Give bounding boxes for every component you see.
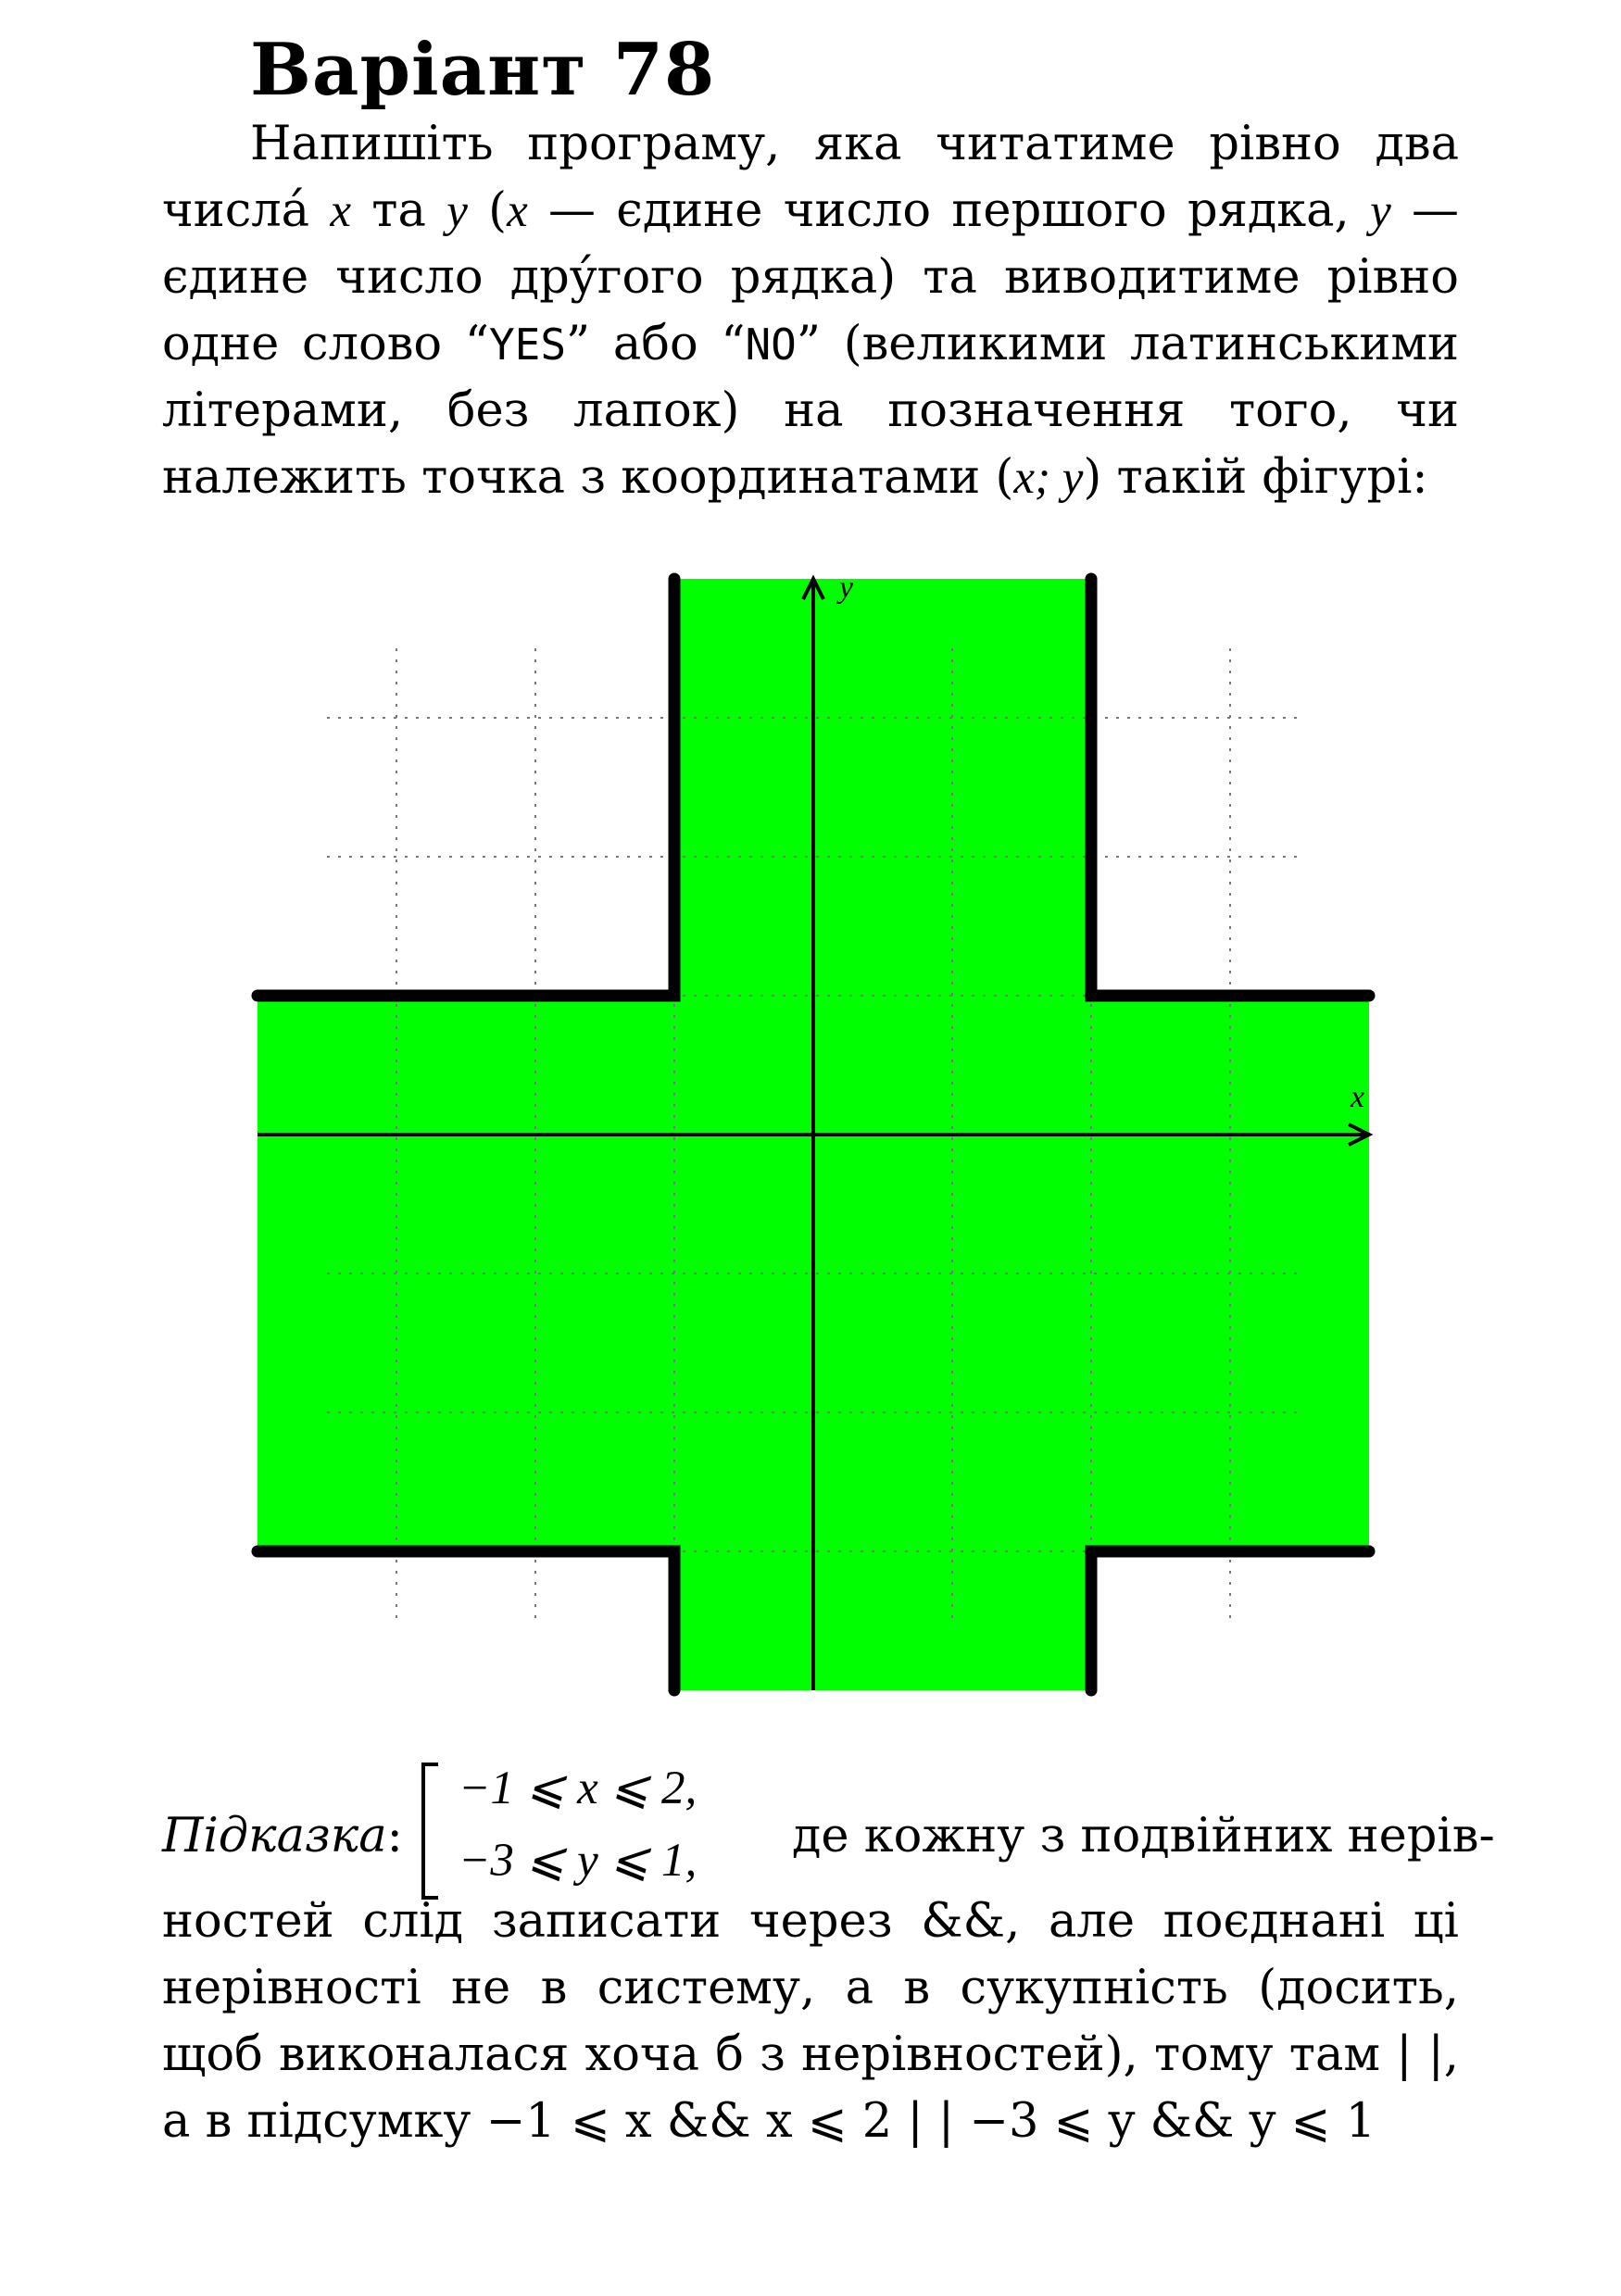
y-axis-label: y: [839, 571, 854, 605]
x-axis-label: x: [1351, 1080, 1365, 1114]
hint-label-text: Підказка: [162, 1809, 387, 1863]
boundary-top-left: [258, 579, 674, 996]
task-text-4: — єдине число першого рядка,: [527, 183, 1371, 238]
figure-svg: [0, 519, 1621, 1723]
hint-head: [162, 1755, 1495, 1922]
var-y: y: [446, 185, 468, 237]
task-text-7: ” (великими латинськими літерами, без лапок) на позначення того, чи належить точка з координатами (: [162, 317, 1460, 505]
no-word: NO: [745, 320, 797, 370]
page-title: Варіант 78: [250, 28, 716, 112]
task-text-5: — єдине число дру́гого рядка) та виводитиме рівно одне слово “: [162, 183, 1460, 371]
task-statement: [162, 111, 1459, 511]
task-text-1: Напишіть програму, яка читатиме рівно два числа́: [162, 117, 1459, 238]
hint-colon: :: [386, 1809, 403, 1863]
union-bracket: [421, 1763, 438, 1900]
hint-text-after: де кожну з подвійних нерів-: [792, 1809, 1495, 1863]
boundary-bottom-left: [258, 1551, 674, 1690]
hint-label: [162, 1803, 403, 1870]
task-text-3: (: [467, 183, 508, 238]
hint-body: ностей слід записати через &&, але поєднані ці нерівності не в систему, а в сукупність (досить, щоб виконалася хоча б з нерівностей), тому там | |, а в підсумку −1 ⩽ x && x ⩽ 2 | | −3 ⩽ y && y ⩽ 1: [162, 1894, 1459, 2149]
task-text-2: та: [351, 183, 447, 238]
figure: [0, 519, 1621, 1723]
var-x-2: x: [507, 185, 528, 237]
boundary-top-right: [1091, 579, 1369, 996]
coord-xy: x; y: [1013, 452, 1084, 504]
yes-word: YES: [488, 320, 567, 370]
task-text-8: ) такій фігурі:: [1083, 450, 1428, 505]
var-y-2: y: [1370, 185, 1391, 237]
hint: [162, 1755, 1495, 2155]
hint-inequality-x: −1 ⩽ x ⩽ 2,: [459, 1763, 697, 1814]
var-x: x: [330, 185, 352, 237]
task-text-6: ” або “: [566, 317, 746, 371]
hint-inequality-y: −3 ⩽ y ⩽ 1,: [459, 1835, 697, 1887]
